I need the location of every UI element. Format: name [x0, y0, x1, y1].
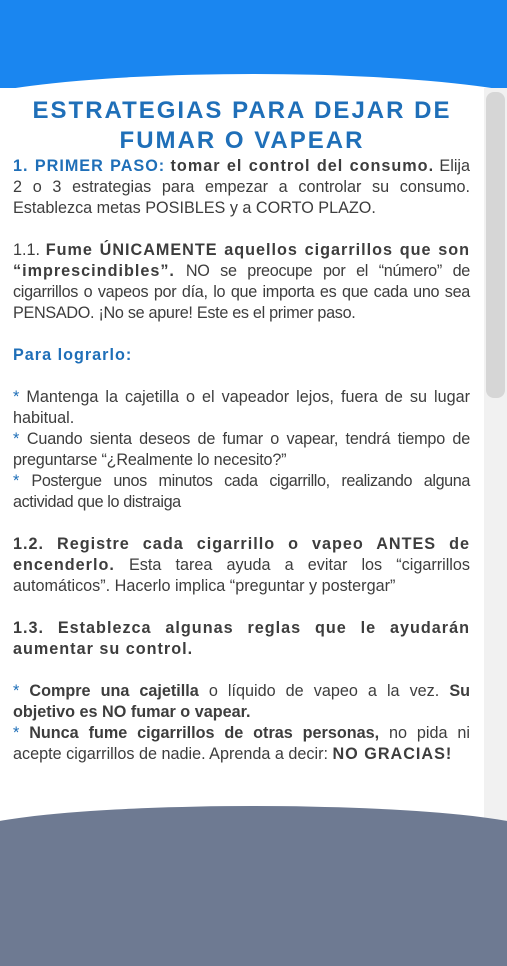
step-1-bold: tomar el control del consumo.	[170, 157, 435, 175]
section-1-2-text: Esta tarea ayuda a evitar los “cigarrillos automáticos”. Hacerlo implica “preguntar y postergar”	[13, 556, 470, 595]
title-line-2: FUMAR O VAPEAR	[119, 127, 365, 154]
rule-1-text: o líquido de vapeo a la vez.	[208, 682, 440, 700]
rule-2-bold: Nunca fume cigarrillos de otras personas,	[29, 724, 380, 742]
footer-wave	[0, 806, 507, 966]
list-item	[13, 471, 470, 513]
rule-1-bold-2: Su objetivo es NO fumar o vapear.	[13, 682, 471, 721]
bullet-star: *	[13, 682, 20, 700]
bullet-text: Mantenga la cajetilla o el vapeador lejos, fuera de su lugar habitual.	[13, 388, 470, 427]
section-1-2-bold: 1.2. Registre cada cigarrillo o vapeo ANTES de encenderlo.	[13, 535, 470, 574]
section-1-2	[13, 534, 470, 597]
section-1-1-text: NO se preocupe por el “número” de cigarrillos o vapeos por día, lo que importa es que cada uno sea PENSADO. ¡No se apure! Este es el primer paso.	[13, 262, 470, 322]
rule-2	[13, 723, 470, 765]
list-item	[13, 387, 470, 429]
bullet-star: *	[13, 724, 20, 742]
article-content	[0, 88, 484, 828]
section-1-3: 1.3. Establezca algunas reglas que le ayudarán aumentar su control.	[13, 619, 470, 658]
list-item	[13, 429, 470, 471]
para-lograrlo-heading: Para lograrlo:	[13, 346, 133, 364]
bullet-text: Postergue unos minutos cada cigarrillo, realizando alguna actividad que lo distraiga	[13, 472, 470, 511]
bullet-text: Cuando sienta deseos de fumar o vapear, tendrá tiempo de preguntarse “¿Realmente lo necesito?”	[13, 430, 471, 469]
section-1-1	[13, 240, 470, 324]
step-1-text: Elija 2 o 3 estrategias para empezar a controlar su consumo. Establezca metas POSIBLES y a CORTO PLAZO.	[13, 157, 471, 217]
rule-1	[13, 681, 470, 723]
step-1-paragraph	[13, 156, 470, 219]
bullet-star: *	[13, 472, 20, 490]
title-line-1: ESTRATEGIAS PARA DEJAR DE	[32, 97, 452, 124]
section-1-1-number: 1.1.	[13, 241, 41, 259]
rule-2-bold-2: NO GRACIAS!	[332, 745, 453, 763]
bullet-star: *	[13, 388, 20, 406]
rule-2-text: no pida ni acepte cigarrillos de nadie. Aprenda a decir:	[13, 724, 470, 763]
section-1-1-bold: Fume ÚNICAMENTE aquellos cigarrillos que son “imprescindibles”.	[13, 241, 470, 280]
rule-1-bold: Compre una cajetilla	[29, 682, 199, 700]
bullet-star: *	[13, 430, 20, 448]
page-title	[0, 96, 484, 156]
scrollbar-thumb[interactable]	[486, 92, 505, 398]
step-1-label: 1. PRIMER PASO:	[13, 157, 166, 175]
